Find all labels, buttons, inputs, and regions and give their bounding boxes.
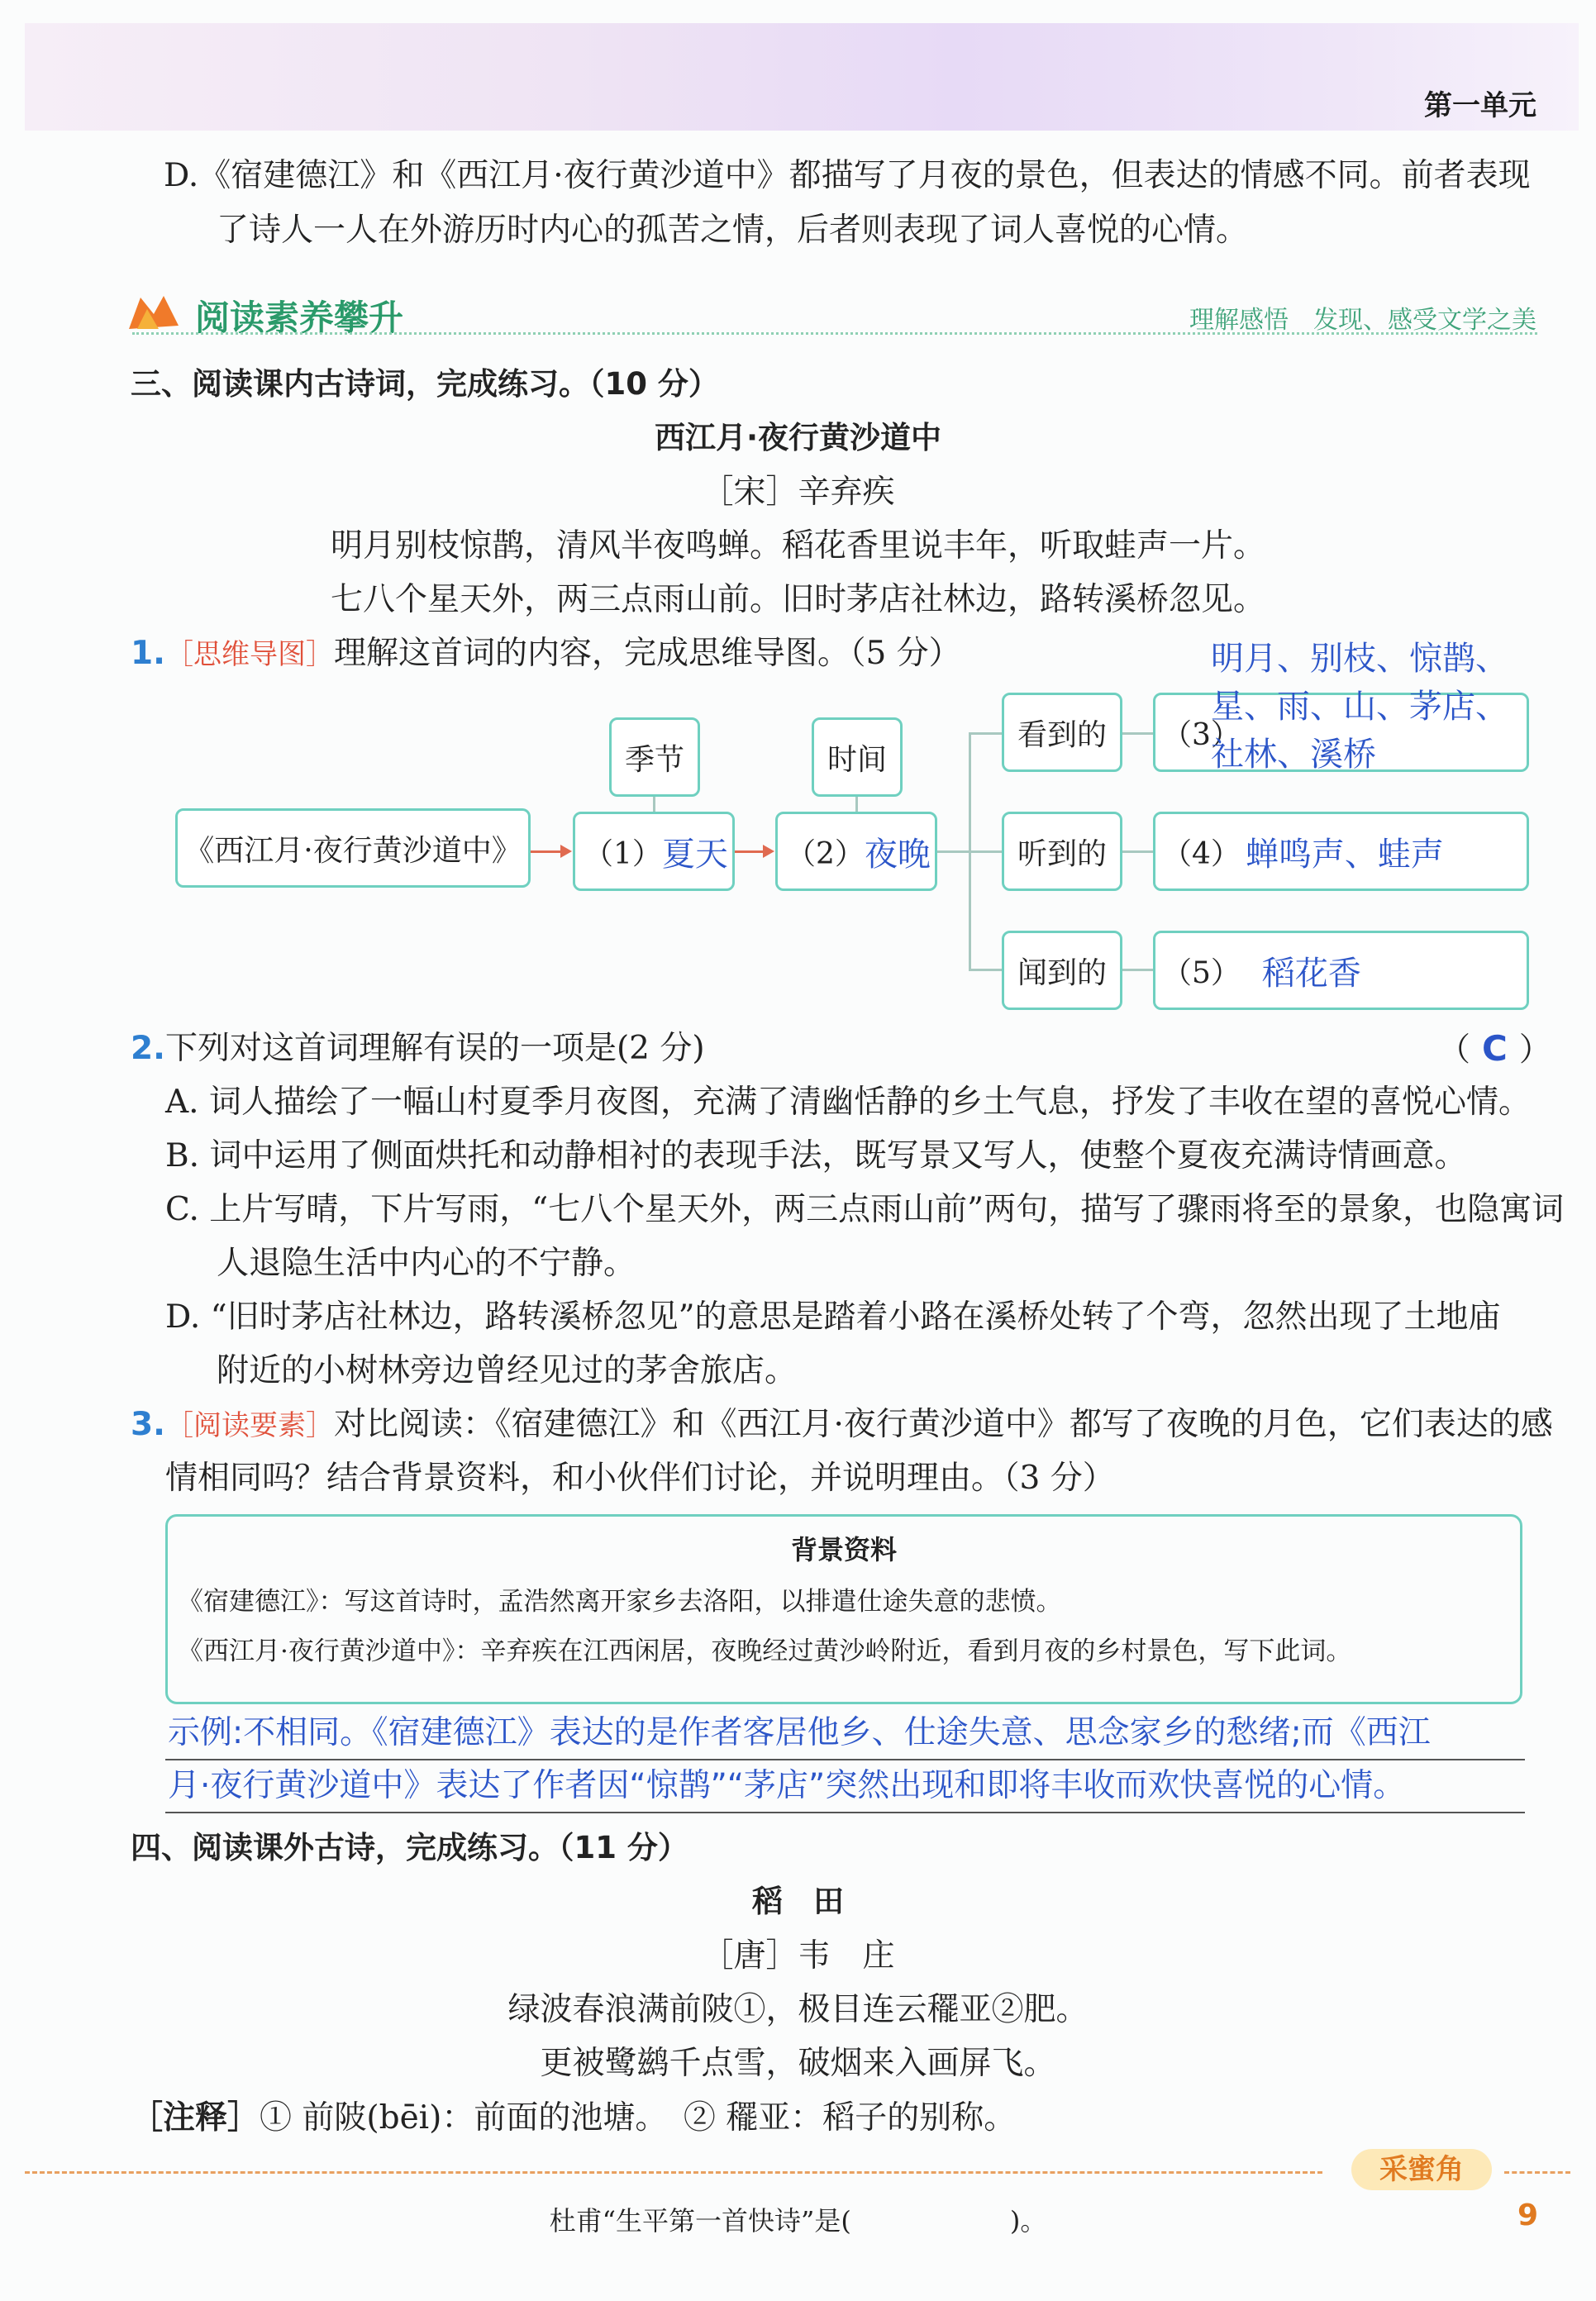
q2-option-d-line2: 附近的小树林旁边曾经见过的茅舍旅店。 (217, 1352, 798, 1389)
section-subtitle: 理解感悟 发现、感受文学之美 (1189, 306, 1536, 335)
part4-notes (131, 2090, 1016, 2146)
map-season-box (609, 717, 700, 797)
map-smelled-label: 闻到的 (1017, 955, 1107, 990)
map-answer4-box (1153, 812, 1529, 891)
q2-answer-paren (1438, 1022, 1551, 1078)
section-divider (132, 332, 1537, 335)
map-answer3-line1: 明月、别枝、惊鹊、 (1211, 640, 1508, 678)
map-connector-a4 (1122, 850, 1153, 853)
part3-author: ［宋］辛弃疾 (701, 474, 895, 511)
q2-option-c-line1: C. 上片写晴，下片写雨，“七八个星天外，两三点雨山前”两句，描写了骤雨将至的景象，也隐寓词 (165, 1191, 1565, 1228)
map-answer5: 稻花香 (1261, 954, 1361, 993)
q3-answer-line1: 示例:不相同。《宿建德江》表达的是作者客居他乡、仕途失意、思念家乡的愁绪;而《西江 (168, 1714, 1431, 1751)
q2-answer: C (1482, 1028, 1508, 1069)
header-band (25, 23, 1579, 131)
map-seen-label: 看到的 (1017, 717, 1107, 752)
background-line1: 《宿建德江》：写这首诗时，孟浩然离开家乡去洛阳，以排遣仕途失意的悲愤。 (178, 1587, 1062, 1617)
q3-tag: ［阅读要素］ (164, 1409, 334, 1442)
part3-poem-line1: 明月别枝惊鹊，清风半夜鸣蝉。稻花香里说丰年，听取蛙声一片。 (330, 527, 1265, 565)
q2-option-a: A. 词人描绘了一幅山村夏季月夜图，充满了清幽恬静的乡土气息，抒发了丰收在望的喜悦心情。 (165, 1084, 1531, 1121)
map-connector-mid (735, 850, 763, 853)
part3-poem-line2: 七八个星天外，两三点雨山前。旧时茅店社林边，路转溪桥忽见。 (330, 581, 1265, 618)
q2-row (131, 1022, 705, 1076)
footer-question: 杜甫“生平第一首快诗”是( )。 (549, 2205, 1047, 2237)
map-time-box (812, 717, 903, 797)
map-connector-time (855, 797, 858, 812)
map-connector-seen (969, 732, 1002, 735)
map-box1 (573, 812, 735, 891)
map-time-label: 时间 (827, 742, 887, 777)
q1-tag: ［思维导图］ (164, 638, 334, 671)
map-connector-smelled (969, 969, 1002, 971)
part4-heading: 四、阅读课外古诗，完成练习。（11 分） (131, 1830, 688, 1865)
map-answer5-box (1153, 931, 1529, 1010)
part4-poem-line1: 绿波春浪满前陂①，极目连云䆉亚②肥。 (507, 1991, 1089, 2028)
map-box2-num: （2） (786, 836, 865, 871)
map-answer3 (1211, 635, 1508, 779)
q2-text: 下列对这首词理解有误的一项是(2 分) (164, 1030, 705, 1067)
map-heard-box (1002, 812, 1122, 891)
footer-dashed-line (25, 2171, 1322, 2174)
background-line2: 《西江月·夜行黄沙道中》：辛弃疾在江西闲居，夜晚经过黄沙岭附近，看到月夜的乡村景色，写下此词。 (178, 1636, 1352, 1666)
map-root-box (175, 808, 531, 888)
part3-heading: 三、阅读课内古诗词，完成练习。（10 分） (131, 366, 719, 402)
map-answer4-num: （4） (1162, 836, 1241, 871)
map-seen-box (1002, 693, 1122, 772)
q3-row (131, 1398, 1553, 1453)
map-connector-branch (937, 850, 969, 853)
map-connector-season (653, 797, 655, 812)
map-arrow-mid-icon (763, 845, 774, 858)
map-root-label: 《西江月·夜行黄沙道中》 (184, 833, 522, 868)
q3-text-line1: 对比阅读：《宿建德江》和《西江月·夜行黄沙道中》都写了夜晚的月色，它们表达的感 (333, 1406, 1553, 1443)
q3-text-line2: 情相同吗？结合背景资料，和小伙伴们讨论，并说明理由。（3 分） (165, 1460, 1115, 1497)
page-number: 9 (1517, 2199, 1538, 2232)
q2-paren-close: ） (1518, 1031, 1551, 1069)
map-connector-heard (969, 850, 1002, 853)
q1-row (131, 626, 961, 682)
q3-answer-line2: 月·夜行黄沙道中》表达了作者因“惊鹊”“茅店”突然出现和即将丰收而欢快喜悦的心情。 (168, 1767, 1406, 1804)
q2-option-d-line1: D. “旧时茅店社林边，路转溪桥忽见”的意思是踏着小路在溪桥处转了个弯，忽然出现了土地庙 (165, 1298, 1501, 1336)
map-box1-num: （1） (584, 836, 662, 871)
part4-note-label: ［注释］ (131, 2099, 260, 2137)
map-box1-answer: 夏天 (661, 835, 728, 874)
q1-number: 1. (131, 635, 165, 672)
q2-option-c-line2: 人退隐生活中内心的不宁静。 (217, 1245, 636, 1282)
section-title: 阅读素养攀升 (195, 298, 404, 338)
q3-number: 3. (131, 1406, 165, 1443)
map-connector-root (531, 850, 560, 853)
map-smelled-box (1002, 931, 1122, 1010)
map-answer4: 蝉鸣声、蛙声 (1245, 835, 1444, 874)
q2-paren-open: （ (1438, 1031, 1471, 1069)
prev-option-d-line1: D.《宿建德江》和《西江月·夜行黄沙道中》都描写了月夜的景色，但表达的情感不同。前者表现 (164, 157, 1531, 194)
footer-badge: 采蜜角 (1351, 2149, 1492, 2190)
map-answer3-line3: 社林、溪桥 (1211, 736, 1376, 774)
q1-text: 理解这首词的内容，完成思维导图。（5 分） (333, 635, 961, 672)
q3-answer-rule2 (165, 1812, 1525, 1813)
map-answer3-num: （3） (1162, 717, 1241, 752)
unit-title: 第一单元 (1424, 89, 1536, 122)
map-season-label: 季节 (624, 742, 684, 777)
prev-option-d-line2: 了诗人一人在外游历时内心的孤苦之情，后者则表现了词人喜悦的心情。 (217, 212, 1249, 249)
part4-author: ［唐］韦 庄 (701, 1937, 895, 1975)
part4-poem-line2: 更被鹭鹚千点雪，破烟来入画屏飞。 (540, 2045, 1056, 2082)
footer-dashed-line-right (1504, 2171, 1570, 2174)
map-answer5-num: （5） (1162, 955, 1241, 990)
map-connector-a3 (1122, 732, 1153, 735)
part4-note-text: ① 前陂(bēi)：前面的池塘。 ② 䆉亚：稻子的别称。 (260, 2099, 1017, 2137)
map-heard-label: 听到的 (1017, 836, 1107, 871)
part3-poem-title: 西江月·夜行黄沙道中 (654, 420, 942, 455)
flag-icon (126, 293, 183, 331)
part4-poem-title: 稻 田 (752, 1884, 844, 1919)
map-connector-a5 (1122, 969, 1153, 971)
map-box2-answer: 夜晚 (864, 835, 931, 874)
map-arrow-root-icon (560, 845, 572, 858)
q2-number: 2. (131, 1030, 165, 1067)
background-title: 背景资料 (790, 1534, 897, 1565)
map-answer3-line2: 星、雨、山、茅店、 (1211, 688, 1508, 726)
map-box2 (775, 812, 937, 891)
q2-option-b: B. 词中运用了侧面烘托和动静相衬的表现手法，既写景又写人，使整个夏夜充满诗情画意。 (165, 1137, 1467, 1174)
